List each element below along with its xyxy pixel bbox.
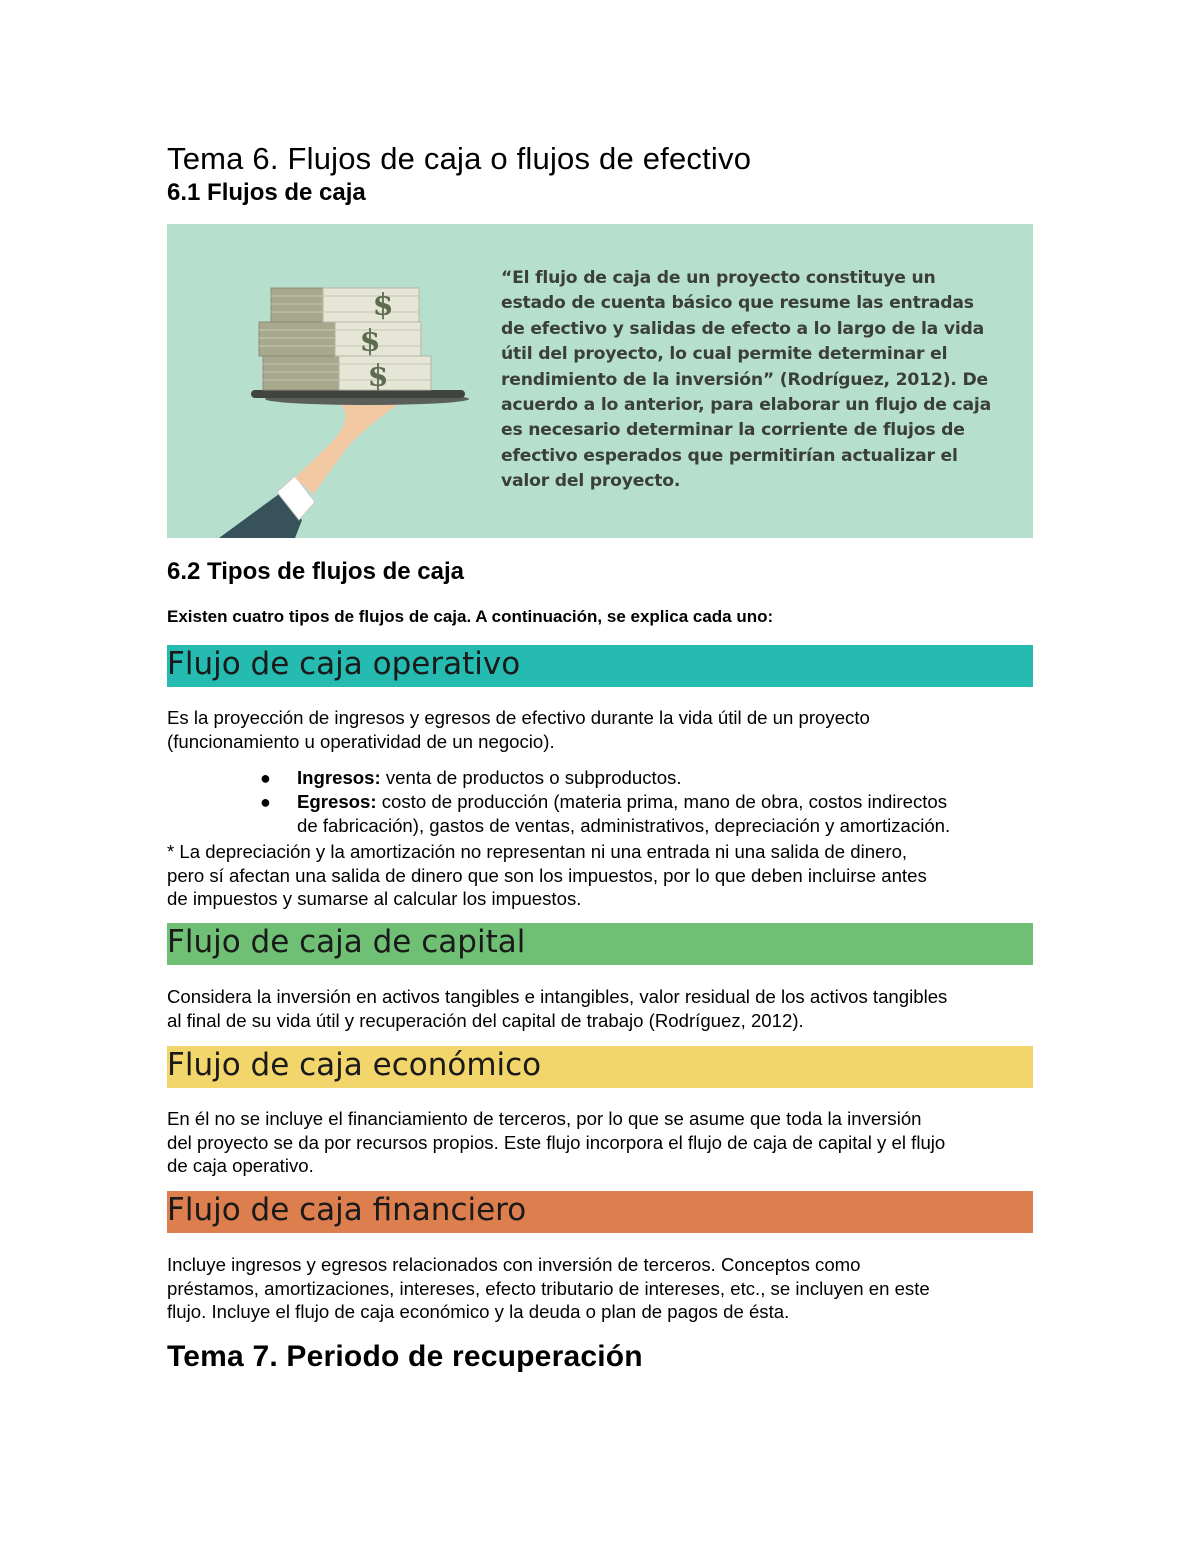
paragraph-line: En él no se incluye el financiamiento de terceros, por lo que se asume que toda la inversión (167, 1108, 922, 1129)
financiero-heading-band (167, 1191, 1033, 1233)
dollar-icon: $ (367, 359, 389, 394)
operativo-note (167, 840, 1033, 911)
bullet-label: Ingresos: (297, 767, 381, 788)
intro-text: Existen cuatro tipos de flujos de caja. A continuación, se explica cada uno: (167, 607, 774, 626)
bullet-icon: ● (260, 768, 271, 788)
financiero-paragraph (167, 1253, 1033, 1324)
paragraph-line: Es la proyección de ingresos y egresos de efectivo durante la vida útil de un proyecto (167, 707, 870, 728)
paragraph-line: pero sí afectan una salida de dinero que son los impuestos, por lo que deben incluirse antes (167, 864, 927, 886)
paragraph-line: Considera la inversión en activos tangibles e intangibles, valor residual de los activos tangibles (167, 986, 948, 1007)
paragraph-line: de caja operativo. (167, 1155, 314, 1176)
paragraph-line: Incluye ingresos y egresos relacionados con inversión de terceros. Conceptos como (167, 1254, 861, 1275)
tema6-title: Tema 6. Flujos de caja o flujos de efectivo (167, 141, 752, 176)
economico-heading: Flujo de caja económico (167, 1047, 542, 1083)
financiero-heading: Flujo de caja financiero (167, 1192, 527, 1228)
bullet-text: venta de productos o subproductos. (380, 767, 682, 788)
quote-line: rendimiento de la inversión” (Rodríguez, 2012). De (501, 369, 989, 390)
paragraph-line: * La depreciación y la amortización no representan ni una entrada ni una salida de dinero, (167, 841, 908, 862)
economico-paragraph (167, 1107, 1033, 1178)
paragraph-line: al final de su vida útil y recuperación del capital de trabajo (Rodríguez, 2012). (167, 1009, 804, 1031)
paragraph-line: préstamos, amortizaciones, intereses, efecto tributario de intereses, etc., se incluyen en este (167, 1277, 930, 1299)
operativo-heading-band (167, 645, 1033, 687)
list-item (167, 790, 1033, 838)
quote-line: efectivo esperados que permitirían actualizar el (501, 445, 958, 466)
dollar-icon: $ (372, 288, 394, 323)
capital-paragraph (167, 985, 1033, 1032)
cash-flow-banner (167, 224, 1033, 538)
bullet-label: Egresos: (297, 791, 377, 812)
tema7-title: Tema 7. Periodo de recuperación (167, 1340, 643, 1373)
bullet-text: costo de producción (materia prima, mano de obra, costos indirectos (376, 791, 948, 812)
section-6-2-heading: 6.2 Tipos de flujos de caja (167, 558, 464, 585)
paragraph-line: de impuestos y sumarse al calcular los impuestos. (167, 888, 582, 909)
quote-line: es necesario determinar la corriente de flujos de (501, 420, 965, 441)
quote-line: útil del proyecto, lo cual permite determinar el (501, 344, 948, 365)
paragraph-line: del proyecto se da por recursos propios. Este flujo incorpora el flujo de caja de capital y el flujo (167, 1131, 946, 1153)
cash-flow-quote (501, 266, 991, 495)
list-item (167, 766, 1033, 790)
quote-line: de efectivo y salidas de efecto a lo largo de la vida (501, 318, 985, 339)
section-6-1-heading: 6.1 Flujos de caja (167, 179, 366, 206)
dollar-icon: $ (359, 324, 381, 359)
quote-line: “El flujo de caja de un proyecto constituye un (501, 268, 936, 288)
paragraph-line: flujo. Incluye el flujo de caja económico y la deuda o plan de pagos de ésta. (167, 1301, 790, 1322)
quote-line: valor del proyecto. (501, 471, 681, 492)
tray-shape (251, 390, 465, 398)
operativo-heading: Flujo de caja operativo (167, 646, 521, 682)
capital-heading-band (167, 923, 1033, 965)
operativo-paragraph (167, 706, 1033, 753)
bullet-icon: ● (260, 792, 271, 812)
capital-heading: Flujo de caja de capital (167, 924, 526, 960)
bullet-text-continued: de fabricación), gastos de ventas, administrativos, depreciación y amortización. (297, 815, 951, 836)
paragraph-line: (funcionamiento u operatividad de un negocio). (167, 730, 555, 752)
quote-line: acuerdo a lo anterior, para elaborar un flujo de caja (501, 395, 991, 416)
quote-line: estado de cuenta básico que resume las entradas (501, 293, 974, 314)
hand-shape (295, 392, 405, 494)
operativo-bullet-list (167, 766, 1033, 838)
economico-heading-band (167, 1046, 1033, 1088)
